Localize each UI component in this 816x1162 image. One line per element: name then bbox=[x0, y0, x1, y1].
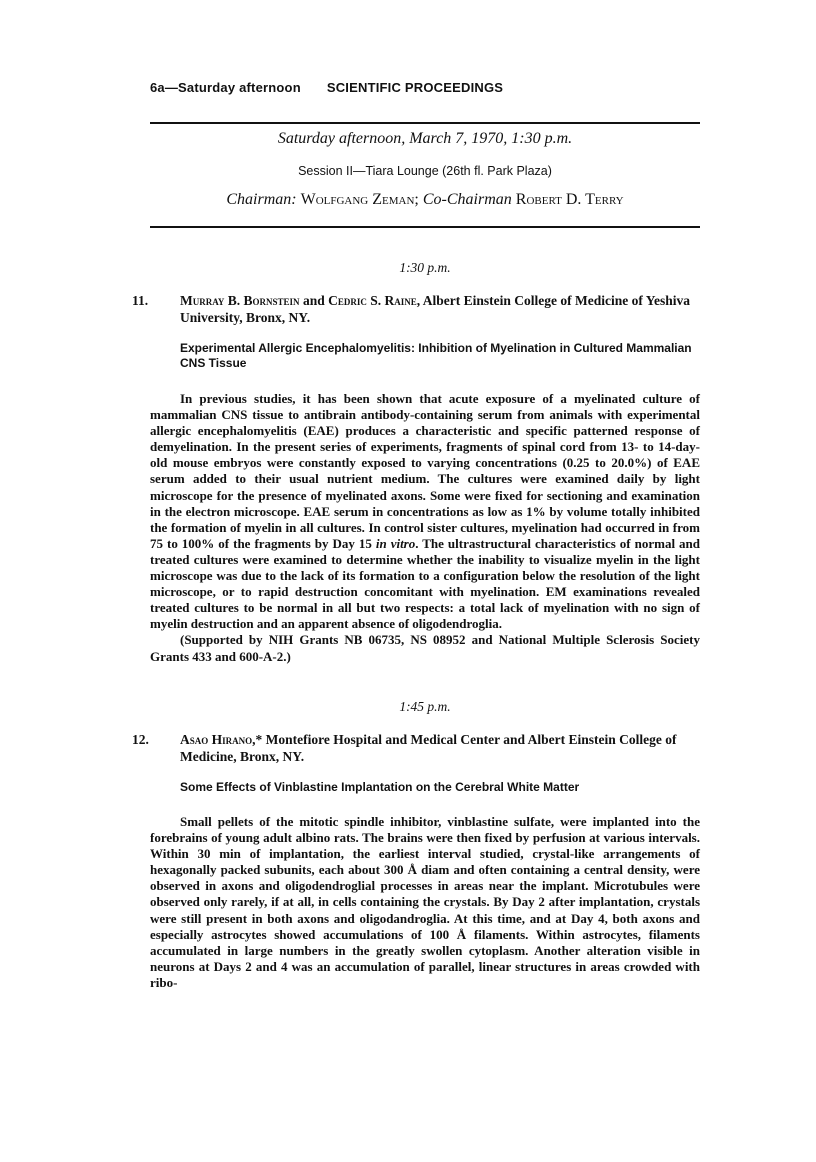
paper-title: Some Effects of Vinblastine Implantation on the Cerebral White Matter bbox=[180, 780, 580, 794]
affiliation: , Albert Einstein College of Medicine of Yeshiva University, Bronx, NY. bbox=[180, 293, 690, 325]
abstract-italic: in vitro bbox=[375, 535, 416, 551]
bottom-rule bbox=[150, 226, 700, 228]
paper-time: 1:30 p.m. bbox=[399, 260, 451, 275]
session-room: Session II—Tiara Lounge (26th fl. Park Plaza) bbox=[298, 164, 552, 178]
abstract-paragraph bbox=[150, 391, 700, 632]
paper-number: 12. bbox=[132, 732, 149, 747]
paper-authors bbox=[132, 292, 702, 326]
cochair-label: Co-Chairman bbox=[422, 191, 512, 208]
session-chairs: Chairman: Wolfgang Zeman; Co-Chairman Robert D. Terry bbox=[226, 191, 624, 208]
session-date: Saturday afternoon, March 7, 1970, 1:30 p.m. bbox=[277, 130, 573, 147]
paper-number: 11. bbox=[132, 293, 149, 308]
chair-label: Chairman: bbox=[226, 191, 297, 208]
abstract bbox=[150, 814, 700, 991]
author-conjunction: and bbox=[302, 293, 325, 308]
support-note: (Supported by NIH Grants NB 06735, NS 08952 and National Multiple Sclerosis Society Grants 433 and 600-A-2.) bbox=[150, 632, 700, 664]
abstract-paragraph: Small pellets of the mitotic spindle inhibitor, vinblastine sulfate, were implanted into the forebrains of young adult albino rats. The brains were then fixed by perfusion at various intervals. Within 30 min of implantation, the earliest interval studied, crystal-like arrangements of hexagonally packed subunits, each about 300 Å diam and often containing a central density, were observed in axons and oligodendroglial processes in areas near the implant. Microtubules were observed only rarely, if at all, in cells containing the crystals. By Day 2 after implantation, crystals were still present in both axons and oligodandroglia. At this time, and at Day 4, both axons and especially astrocytes showed accumulations of 100 Å filaments. Within astrocytes, filaments accumulated in large numbers in the greatly swollen cytoplasm. Another alteration visible in neurons at Days 2 and 4 was an accumulation of parallel, linear structures in areas crowded with ribo- bbox=[150, 814, 700, 990]
abstract bbox=[150, 391, 700, 665]
page-label: 6a—Saturday afternoon bbox=[150, 80, 301, 95]
section-title: SCIENTIFIC PROCEEDINGS bbox=[326, 80, 504, 95]
affiliation: Montefiore Hospital and Medical Center and Albert Einstein College of Medicine, Bronx, NY. bbox=[180, 732, 677, 764]
top-rule bbox=[150, 122, 700, 124]
author: Cedric S. Raine bbox=[328, 293, 417, 308]
running-header bbox=[150, 80, 503, 95]
chair-name: Wolfgang Zeman bbox=[300, 191, 415, 208]
paper-title: Experimental Allergic Encephalomyelitis: Inhibition of Myelination in Cultured Mammalian CNS Tissue bbox=[180, 341, 692, 370]
abstract-text: . The ultrastructural characteristics of normal and treated cultures were examined to determine whether the inability to visualize myelin in the light microscope was due to the lack of its formation to a configuration below the resolution of the light microscope, or to rapid destruction concomitant with myelination. EM examinations revealed treated cultures to be normal in all but two respects: a total lack of myelination with no sign of myelin destruction and an apparent absence of oligodendroglia. bbox=[150, 535, 701, 632]
cochair-name: Robert D. Terry bbox=[515, 191, 624, 208]
author: Asao Hirano,* bbox=[180, 732, 263, 747]
paper-time: 1:45 p.m. bbox=[399, 699, 451, 714]
paper-authors bbox=[132, 731, 702, 765]
author: Murray B. Bornstein bbox=[180, 293, 300, 308]
abstract-text: In previous studies, it has been shown that acute exposure of a myelinated culture of mammalian CNS tissue to antibrain antibody-containing serum from animals with experimental allergic encephalomyelitis (EAE) produces a characteristic and specific patterned response of demyelination. In the present series of experiments, fragments of spinal cord from 13- to 14-day-old mouse embryos were constantly exposed to varying concentrations (0.25 to 20.0%) of EAE serum added to their usual nutrient medium. The cultures were examined daily by light microscope for the presence of myelinated axons. Some were fixed for sectioning and examination in the electron microscope. EAE serum in concentrations as low as 1% by volume totally inhibited the formation of myelin in all cultures. In control sister cultures, myelination had occurred in from 75 to 100% of the fragments by Day 15 bbox=[150, 391, 700, 551]
